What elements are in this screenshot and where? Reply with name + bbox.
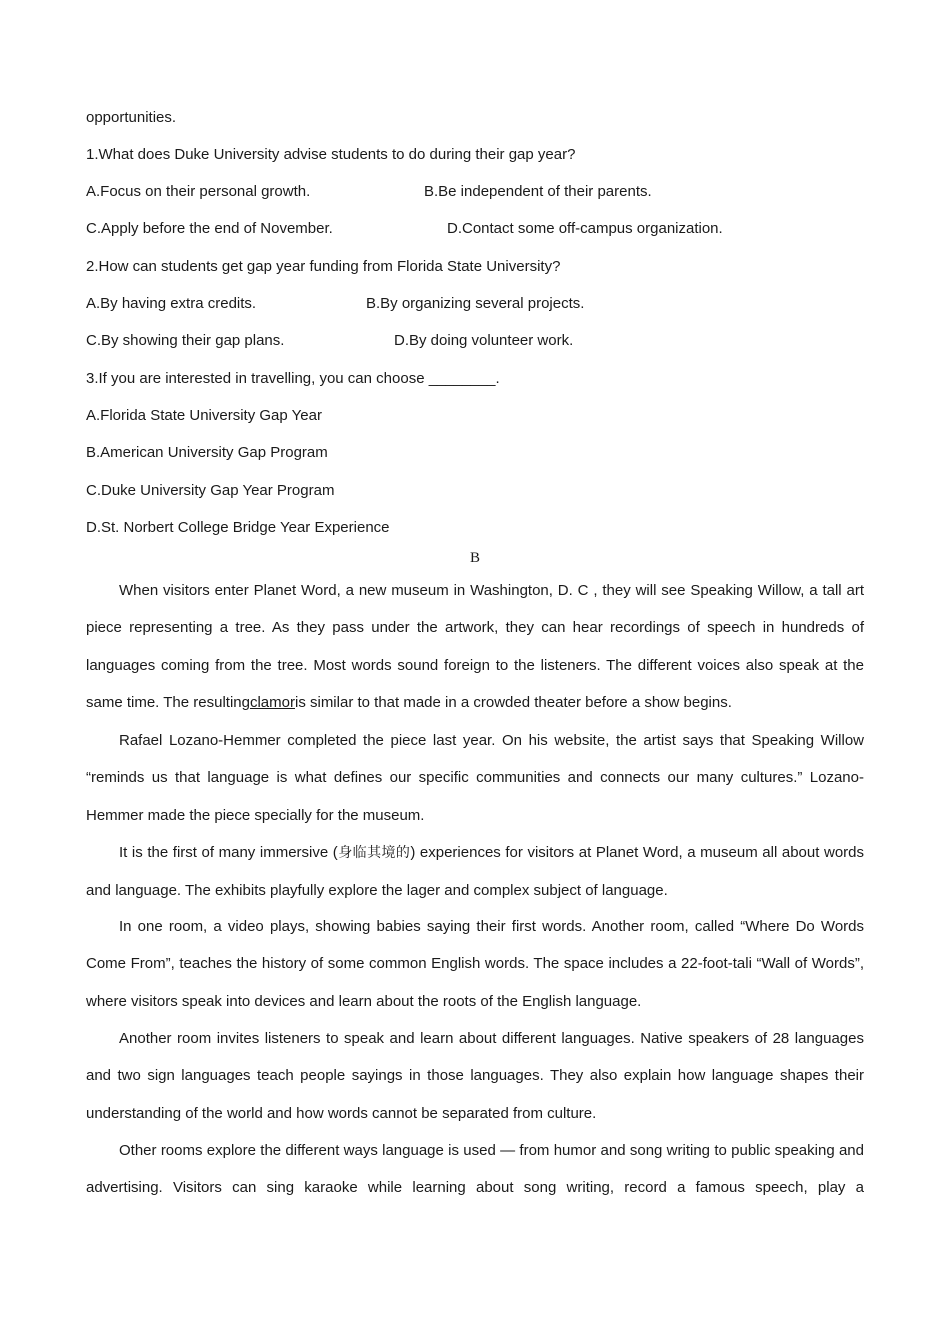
question-3-option-a: A.Florida State University Gap Year — [86, 407, 322, 424]
paragraph-3 — [86, 834, 864, 910]
question-1-option-d: D.Contact some off-campus organization. — [447, 220, 723, 237]
question-2-option-a: A.By having extra credits. — [86, 295, 257, 312]
paragraph-2: Rafael Lozano-Hemmer completed the piece last year. On his website, the artist says that Speaking Willow “reminds us that language is what defines our specific communities and connects our many cultures.” Lozano-Hemmer made the piece specially for the museum. — [86, 732, 864, 824]
paragraph-3-text-after: ) experiences for visitors at Planet Word, a museum all about words and language. The exhibits playfully explore the lager and complex subject of language. — [86, 844, 865, 900]
paragraph-1 — [86, 572, 864, 722]
question-3-option-c: C.Duke University Gap Year Program — [86, 482, 335, 499]
question-3-option-b: B.American University Gap Program — [86, 444, 328, 461]
paragraph-6: Other rooms explore the different ways language is used — from humor and song writing to public speaking and advertising. Visitors can sing karaoke while learning about song writing, record a famous speech, play a — [86, 1142, 864, 1197]
chinese-gloss: 身临其境的 — [337, 845, 411, 861]
paragraph-1-text-before: When visitors enter Planet Word, a new museum in Washington, D. C , they will see Speaking Willow, a tall art piece representing a tree. As they pass under the artwork, they can hear recordings of speech in hundreds of languages coming from the tree. Most words sound foreign to the listeners. The different voices also speak at the same time. The resulting — [86, 582, 864, 712]
question-1-stem: 1.What does Duke University advise students to do during their gap year? — [86, 146, 576, 163]
question-3-option-d: D.St. Norbert College Bridge Year Experience — [86, 519, 390, 536]
question-2-option-c: C.By showing their gap plans. — [86, 332, 285, 349]
question-1-option-a: A.Focus on their personal growth. — [86, 183, 311, 200]
paragraph-4: In one room, a video plays, showing babies saying their first words. Another room, called “Where Do Words Come From”, teaches the history of some common English words. The space includes a 22-foot-tali “Wall of Words”, where visitors speak into devices and learn about the roots of the English language. — [86, 918, 864, 1010]
section-b-heading: B — [469, 550, 480, 566]
question-1-option-c: C.Apply before the end of November. — [86, 220, 333, 237]
question-3-stem: 3.If you are interested in travelling, you can choose ________. — [86, 370, 500, 387]
paragraph-1-text-after: is similar to that made in a crowded theater before a show begins. — [294, 694, 732, 712]
question-1-option-b: B.Be independent of their parents. — [424, 183, 652, 200]
paragraph-5: Another room invites listeners to speak and learn about different languages. Native speakers of 28 languages and two sign languages teach people sayings in those languages. They also explain how language shapes their understanding of the world and how words cannot be separated from culture. — [86, 1030, 864, 1122]
question-2-option-b: B.By organizing several projects. — [366, 295, 585, 312]
underlined-word-clamor: clamor — [249, 694, 295, 712]
question-2-option-d: D.By doing volunteer work. — [394, 332, 574, 349]
intro-tail-text: opportunities. — [86, 109, 177, 126]
question-2-stem: 2.How can students get gap year funding from Florida State University? — [86, 258, 561, 275]
paragraph-3-text-before: It is the first of many immersive ( — [119, 844, 338, 861]
